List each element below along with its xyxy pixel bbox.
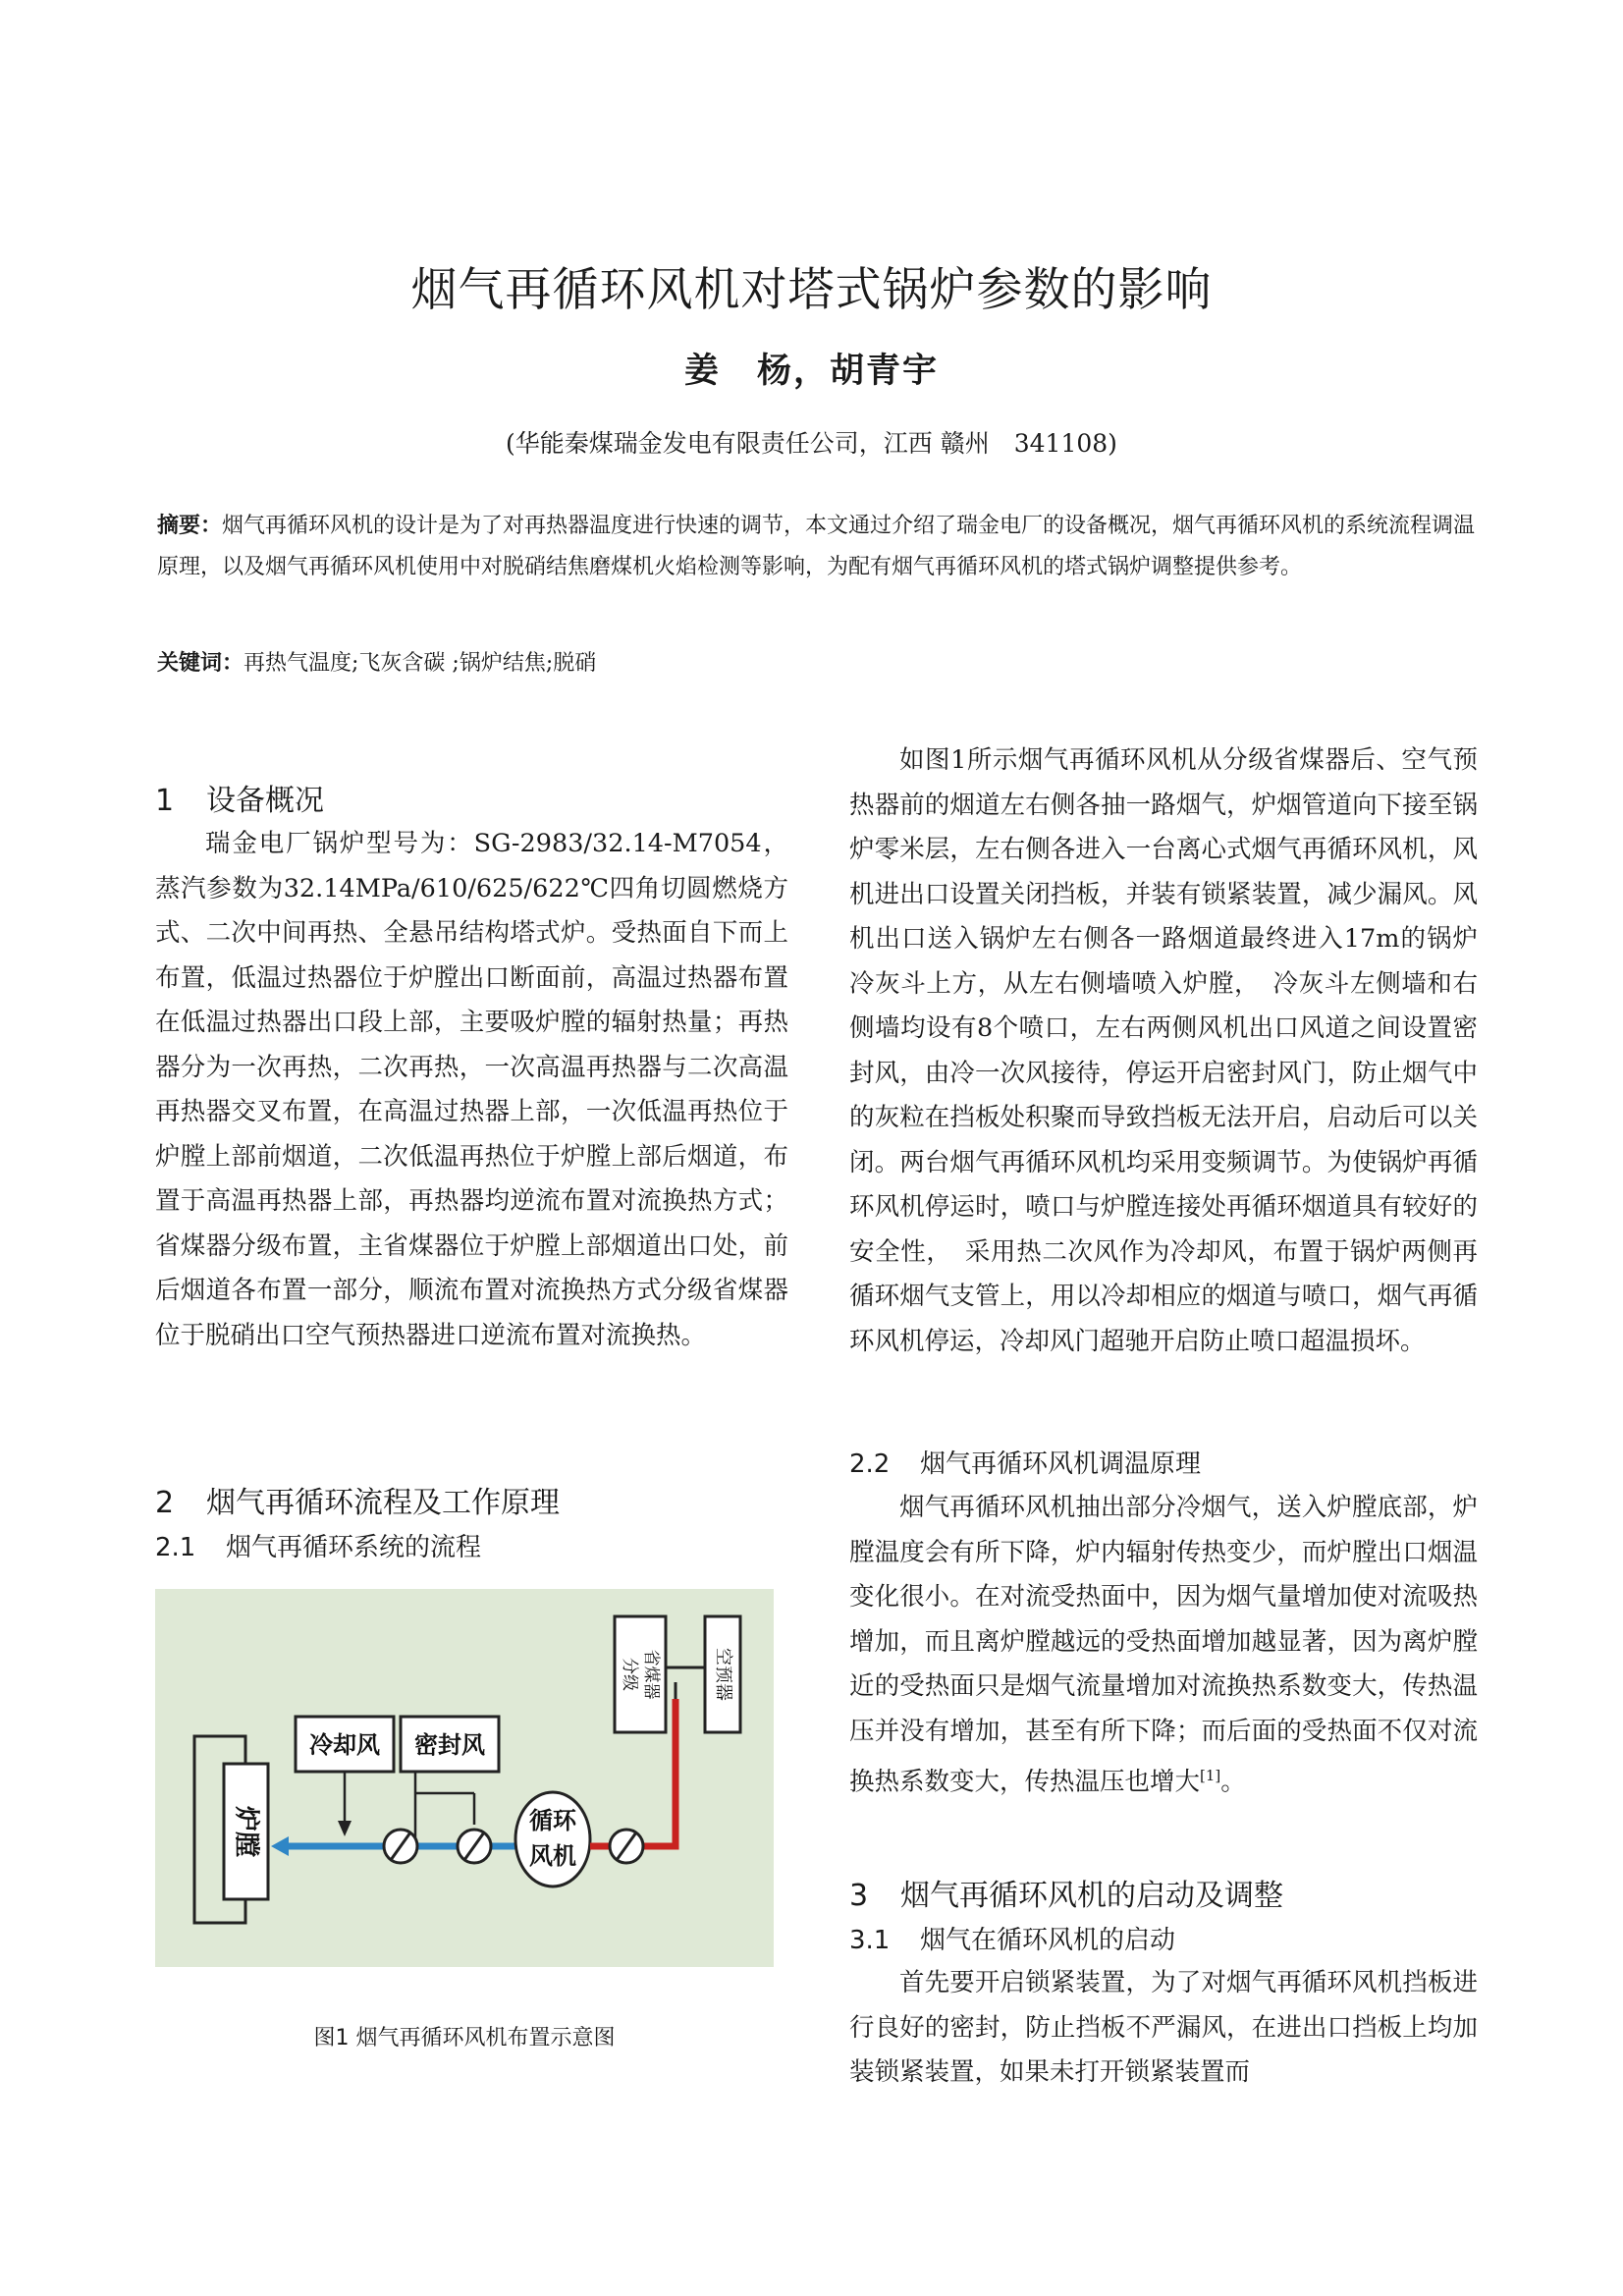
section-2-2-body (849, 1486, 1478, 1805)
seal-air-label: 密封风 (414, 1731, 485, 1759)
keywords-label: 关键词： (157, 651, 244, 676)
abstract (157, 506, 1481, 588)
cooling-air-label: 冷却风 (309, 1731, 380, 1759)
paragraph: 如图1所示烟气再循环风机从分级省煤器后、空气预热器前的烟道左右侧各抽一路烟气，炉烟管道向下接至锅炉零米层，左右侧各进入一台离心式烟气再循环风机，风机进出口设置关闭挡板，并装有锁紧装置，减少漏风。风机出口送入锅炉左右侧各一路烟道最终进入17m的锅炉冷灰斗上方，从左右侧墙喷入炉膛， 冷灰斗左侧墙和右侧墙均设有8个喷口，左右两侧风机出口风道之间设置密封风，由冷一次风接待，停运开启密封风门，防止烟气中的灰粒在挡板处积聚而导致挡板无法开启，启动后可以关闭。两台烟气再循环风机均采用变频调节。为使锅炉再循环风机停运时，喷口与炉膛连接处再循环烟道具有较好的安全性， 采用热二次风作为冷却风，布置于锅炉两侧再循环烟气支管上，用以冷却相应的烟道与喷口，烟气再循环风机停运，冷却风门超驰开启防止喷口超温损坏。 (849, 745, 1478, 1356)
section-heading-3: 3 烟气再循环风机的启动及调整 (849, 1879, 1283, 1913)
subsection-heading-2-2: 2.2 烟气再循环风机调温原理 (849, 1449, 1202, 1479)
paragraph: 烟气再循环风机抽出部分冷烟气，送入炉膛底部，炉膛温度会有所下降，炉内辐射传热变少，而炉膛出口烟温变化很小。在对流受热面中，因为烟气量增加使对流吸热增加，而且离炉膛越远的受热面增加越显著，因为离炉膛近的受热面只是烟气流量增加对流换热系数变大，传热温压并没有增加，甚至有所下降；而后面的受热面不仅对流换热系数变大，传热温压也增大[1]。 (849, 1493, 1478, 1797)
damper-1-icon (384, 1830, 417, 1863)
flue-gas-recirculation-diagram (155, 1589, 774, 1967)
economizer-label-line-1: 分级 (620, 1658, 639, 1691)
section-heading-1: 1 设备概况 (155, 784, 324, 818)
figure-1-caption: 图1 烟气再循环风机布置示意图 (313, 2026, 616, 2050)
figure-1 (155, 1589, 774, 1967)
fan-label-line-1: 循环 (529, 1807, 576, 1834)
air-preheater-label: 空预器 (713, 1648, 733, 1701)
abstract-label: 摘要： (157, 514, 223, 538)
paragraph: 瑞金电厂锅炉型号为：SG-2983/32.14-M7054，蒸汽参数为32.14MPa/610/625/622℃四角切圆燃烧方式、二次中间再热、全悬吊结构塔式炉。受热面自下而上布置，低温过热器位于炉膛出口断面前，高温过热器布置在低温过热器出口段上部，主要吸炉膛的辐射热量；再热器分为一次再热，二次再热，一次高温再热器与二次高温再热器交叉布置，在高温过热器上部，一次低温再热位于炉膛上部前烟道，二次低温再热位于炉膛上部后烟道，布置于高温再热器上部，再热器均逆流布置对流换热方式；省煤器分级布置，主省煤器位于炉膛上部烟道出口处，前后烟道各布置一部分，顺流布置对流换热方式分级省煤器位于脱硝出口空气预热器进口逆流布置对流换热。 (155, 829, 788, 1350)
economizer-label-line-2: 省煤器 (641, 1649, 661, 1700)
subsection-heading-3-1: 3.1 烟气在循环风机的启动 (849, 1926, 1176, 1955)
keywords (157, 643, 1481, 684)
keywords-text: 再热气温度;飞灰含碳 ;锅炉结焦;脱硝 (243, 651, 597, 676)
fan-label-line-2: 风机 (529, 1842, 576, 1870)
subsection-heading-2-1: 2.1 烟气再循环系统的流程 (155, 1533, 482, 1562)
section-2-1-body (849, 738, 1478, 1364)
damper-3-icon (610, 1830, 643, 1863)
paper-authors: 姜 杨，胡青宇 (683, 351, 939, 391)
abstract-text: 烟气再循环风机的设计是为了对再热器温度进行快速的调节，本文通过介绍了瑞金电厂的设备概况，烟气再循环风机的系统流程调温原理，以及烟气再循环风机使用中对脱硝结焦磨煤机火焰检测等影响，为配有烟气再循环风机的塔式锅炉调整提供参考。 (157, 514, 1476, 579)
section-1-body (155, 822, 788, 1358)
paper-affiliation: (华能秦煤瑞金发电有限责任公司，江西 赣州 341108) (506, 429, 1117, 458)
citation-ref: [1] (1200, 1767, 1221, 1784)
section-heading-2: 2 烟气再循环流程及工作原理 (155, 1486, 560, 1520)
paper-title: 烟气再循环风机对塔式锅炉参数的影响 (410, 263, 1213, 317)
damper-2-icon (458, 1830, 491, 1863)
section-3-1-body (849, 1961, 1478, 2096)
furnace-label: 炉膛 (231, 1805, 261, 1858)
paragraph: 首先要开启锁紧装置，为了对烟气再循环风机挡板进行良好的密封，防止挡板不严漏风，在进出口挡板上均加装锁紧装置，如果未打开锁紧装置而 (849, 1968, 1478, 2087)
